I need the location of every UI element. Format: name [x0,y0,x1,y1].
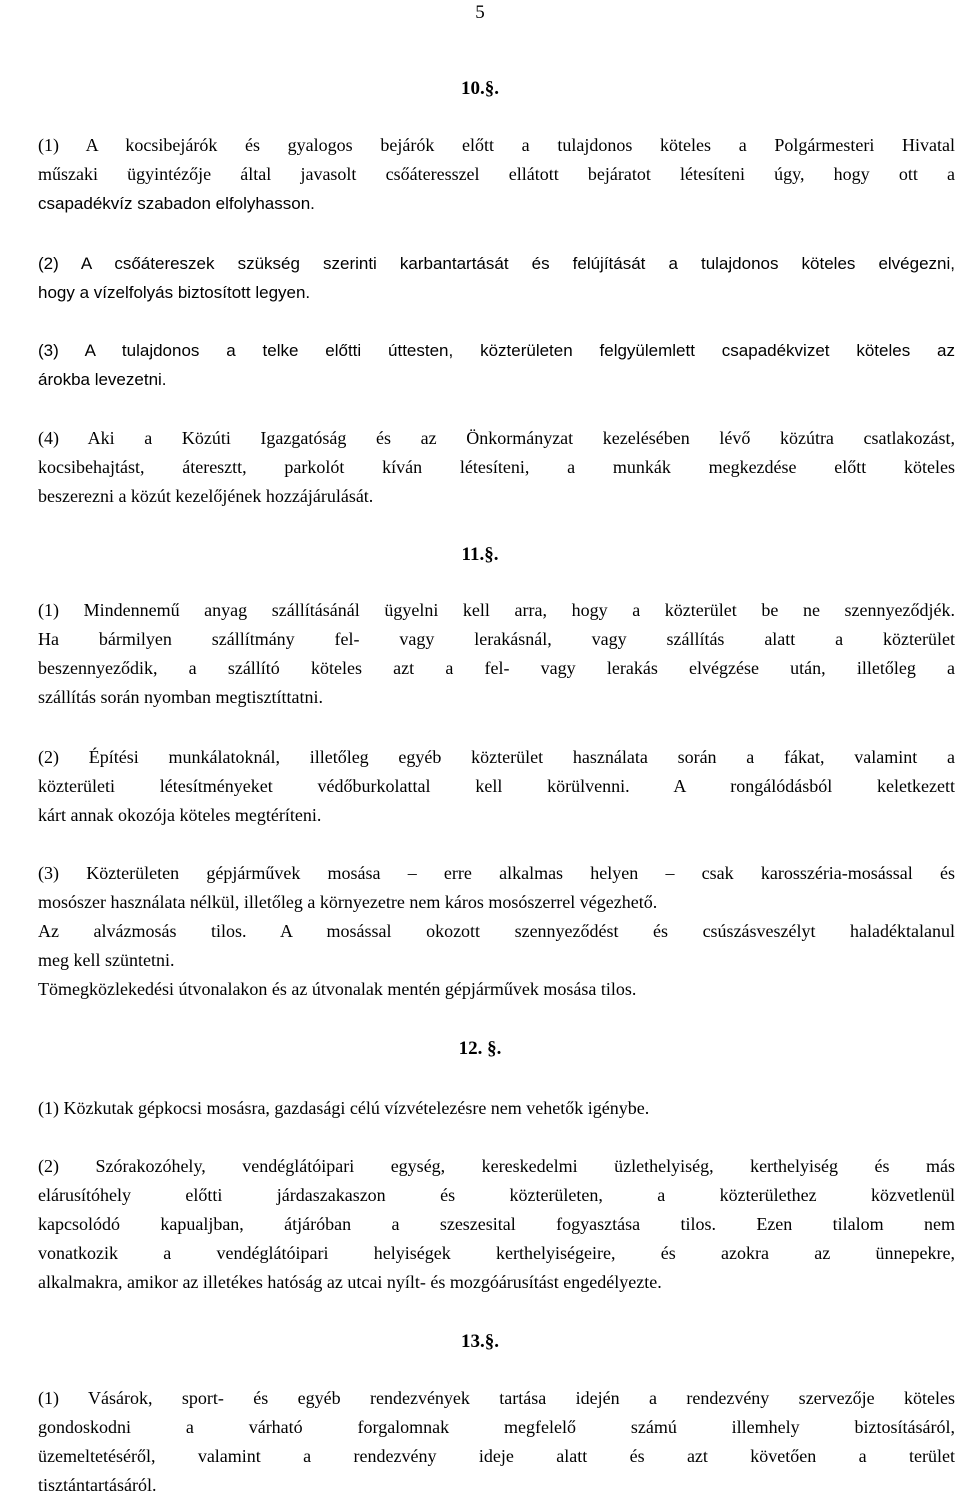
text-line: árokba levezetni. [38,370,167,389]
text-line: Tömegközlekedési útvonalakon és az útvonalak mentén gépjárművek mosása tilos. [38,979,637,999]
paragraph-12-2 [0,1152,955,1297]
page-number: 5 [475,2,485,23]
text-line: (3) A tulajdonos a telke előtti úttesten, közterületen felgyülemlett csapadékvizet köteles az [38,341,955,360]
paragraph-10-1 [0,131,955,218]
paragraph-11-3 [0,859,955,1004]
text-line: tisztántartásáról. [38,1475,157,1495]
text-line: (3) Közterületen gépjárművek mosása – erre alkalmas helyen – csak karosszéria-mosással és [38,863,955,883]
text-line: mosószer használata nélkül, illetőleg a környezetre nem káros mosószerrel végezhető. [38,892,658,912]
paragraph-10-4 [0,424,955,511]
text-line: Ha bármilyen szállítmány fel- vagy lerakásnál, vagy szállítás alatt a közterület [38,629,955,649]
text-line: szállítás során nyomban megtisztíttatni. [38,687,323,707]
text-line: kárt annak okozója köteles megtéríteni. [38,805,322,825]
text-line: (1) Mindennemű anyag szállításánál ügyelni kell arra, hogy a közterület be ne szennyeződjék. [38,600,955,620]
text-line: kocsibehajtást, áteresztt, parkolót kíván létesíteni, a munkák megkezdése előtt köteles [38,457,955,477]
text-line: (2) A csőátereszek szükség szerinti karbantartását és felújítását a tulajdonos köteles elvégezni, [38,254,955,273]
text-line: alkalmakra, amikor az illetékes hatóság az utcai nyílt- és mozgóárusítást engedélyezte. [38,1272,662,1292]
section-heading-11: 11.§. [461,544,499,565]
text-line: (2) Szórakozóhely, vendéglátóipari egység, kereskedelmi üzlethelyiség, kerthelyiség és más [38,1156,955,1176]
section-heading-10: 10.§. [461,78,499,99]
paragraph-11-1 [0,596,955,712]
paragraph-10-2 [0,249,955,307]
paragraph-13-1 [0,1384,955,1500]
text-line: vonatkozik a vendéglátóipari helyiségek kerthelyiségeire, és azokra az ünnepekre, [38,1243,955,1263]
section-heading-12: 12. §. [458,1038,502,1059]
text-line: (4) Aki a Közúti Igazgatóság és az Önkormányzat kezelésében lévő közútra csatlakozást, [38,428,955,448]
paragraph-11-2 [0,743,955,830]
text-line: műszaki ügyintézője által javasolt csőáteresszel ellátott bejáratot létesíteni úgy, hogy ott a [38,164,955,184]
text-line: kapcsolódó kapualjban, átjáróban a szeszesital fogyasztása tilos. Ezen tilalom nem [38,1214,955,1234]
text-line: meg kell szüntetni. [38,950,175,970]
text-line: beszennyeződik, a szállító köteles azt a fel- vagy lerakás elvégzése után, illetőleg a [38,658,955,678]
text-line: (1) Vásárok, sport- és egyéb rendezvények tartása idején a rendezvény szervezője köteles [38,1388,955,1408]
paragraph-12-1 [0,1094,955,1123]
text-line: gondoskodni a várható forgalomnak megfelelő számú illemhely biztosításáról, [38,1417,955,1437]
text-line: elárusítóhely előtti járdaszakaszon és közterületen, a közterülethez közvetlenül [38,1185,955,1205]
paragraph-10-3 [0,336,955,394]
text-line: üzemeltetéséről, valamint a rendezvény ideje alatt és azt követően a terület [38,1446,955,1466]
text-line: csapadékvíz szabadon elfolyhasson. [38,194,315,213]
text-line: Az alvázmosás tilos. A mosással okozott szennyeződést és csúszásveszélyt haladéktalanul [38,921,955,941]
section-heading-13: 13.§. [461,1331,499,1352]
text-line: hogy a vízelfolyás biztosított legyen. [38,283,311,302]
text-line: beszerezni a közút kezelőjének hozzájárulását. [38,486,374,506]
text-line: (2) Építési munkálatoknál, illetőleg egyéb közterület használata során a fákat, valamint a [38,747,955,767]
text-line: (1) Közkutak gépkocsi mosásra, gazdasági célú vízvételezésre nem vehetők igénybe. [38,1098,650,1118]
text-line: közterületi létesítményeket védőburkolattal kell körülvenni. A rongálódásból keletkezett [38,776,955,796]
text-line: (1) A kocsibejárók és gyalogos bejárók előtt a tulajdonos köteles a Polgármesteri Hivatal [38,135,955,155]
